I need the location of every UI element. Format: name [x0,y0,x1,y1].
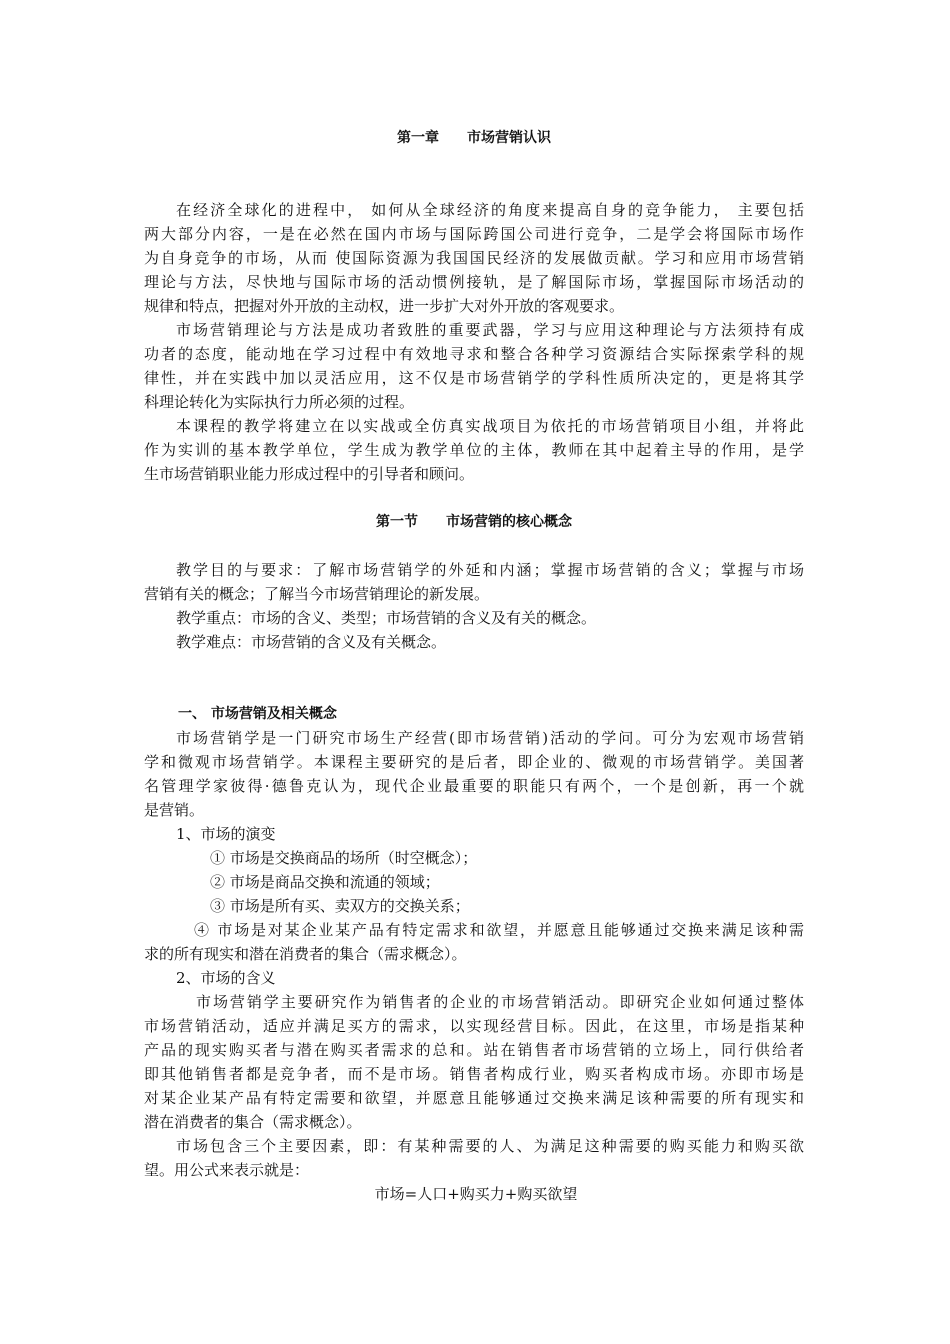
list-item: ② 市场是商品交换和流通的领域； [210,873,440,891]
formula: 市场=人口+购买力+购买欲望 [374,1185,578,1203]
list-heading: 1、市场的演变 [176,825,276,843]
body-line: 即其他销售者都是竞争者，而不是市场。销售者构成行业，购买者构成市场。亦即市场是 [144,1065,804,1083]
body-line: 对某企业某产品有特定需要和欲望，并愿意且能够通过交换来满足该种需要的所有现实和 [144,1089,804,1107]
body-line: 是营销。 [144,801,205,819]
chapter-title: 市场营销认识 [467,130,551,146]
intro-line: 功者的态度，能动地在学习过程中有效地寻求和整合各种学习资源结合实际探索学科的规 [144,345,804,363]
body-line: 产品的现实购买者与潜在购买者需求的总和。站在销售者市场营销的立场上，同行供给者 [144,1041,804,1059]
section-heading [144,510,804,534]
intro-line: 律性，并在实践中加以灵活应用，这不仅是市场营销学的学科性质所决定的，更是将其学 [144,369,804,387]
list-item: ④ 市场是对某企业某产品有特定需求和欲望，并愿意且能够通过交换来满足该种需 [194,921,804,939]
intro-line: 为自身竞争的市场，从而 使国际资源为我国国民经济的发展做贡献。学习和应用市场营销 [144,249,804,267]
body-line: 望。用公式来表示就是： [144,1161,310,1179]
objective-line: 教学目的与要求：了解市场营销学的外延和内涵；掌握市场营销的含义；掌握与市场 [176,561,804,579]
body-line: 潜在消费者的集合（需求概念）。 [144,1113,362,1131]
body-line: 市场营销活动，适应并满足买方的需求，以实现经营目标。因此，在这里，市场是指某种 [144,1017,804,1035]
intro-line: 科理论转化为实际执行力所必须的过程。 [144,393,415,411]
objective-line: 营销有关的概念；了解当今市场营销理论的新发展。 [144,585,490,603]
intro-line: 在经济全球化的进程中， 如何从全球经济的角度来提高自身的竞争能力， 主要包括 [176,201,804,219]
subheading: 一、 市场营销及相关概念 [178,706,337,722]
body-line: 市场营销学主要研究作为销售者的企业的市场营销活动。即研究企业如何通过整体 [196,993,804,1011]
intro-line: 两大部分内容，一是在必然在国内市场与国际跨国公司进行竞争，二是学会将国际市场作 [144,225,804,243]
list-item: ③ 市场是所有买、卖双方的交换关系； [210,897,470,915]
body-line: 名管理学家彼得·德鲁克认为，现代企业最重要的职能只有两个，一个是创新，再一个就 [144,777,804,795]
intro-line: 本课程的教学将建立在以实战或全仿真实战项目为依托的市场营销项目小组，并将此 [176,417,804,435]
list-item: 求的所有现实和潜在消费者的集合（需求概念）。 [144,945,467,963]
body-line: 市场营销学是一门研究市场生产经营(即市场营销)活动的学问。可分为宏观市场营销 [176,729,804,747]
intro-line: 规律和特点，把握对外开放的主动权，进一步扩大对外开放的客观要求。 [144,297,625,315]
section-number: 第一节 [376,514,418,530]
intro-line: 理论与方法，尽快地与国际市场的活动惯例接轨，是了解国际市场，掌握国际市场活动的 [144,273,804,291]
objective-line: 教学难点：市场营销的含义及有关概念。 [176,633,447,651]
body-line: 学和微观市场营销学。本课程主要研究的是后者，即企业的、微观的市场营销学。美国著 [144,753,804,771]
intro-line: 生市场营销职业能力形成过程中的引导者和顾问。 [144,465,475,483]
list-heading: 2、市场的含义 [176,969,276,987]
body-line: 市场包含三个主要因素，即：有某种需要的人、为满足这种需要的购买能力和购买欲 [176,1137,804,1155]
chapter-number: 第一章 [397,130,439,146]
list-item: ① 市场是交换商品的场所（时空概念）； [210,849,478,867]
chapter-heading [144,126,804,150]
intro-line: 市场营销理论与方法是成功者致胜的重要武器，学习与应用这种理论与方法须持有成 [176,321,804,339]
section-title: 市场营销的核心概念 [446,514,572,530]
objective-line: 教学重点：市场的含义、类型；市场营销的含义及有关的概念。 [176,609,597,627]
intro-line: 作为实训的基本教学单位，学生成为教学单位的主体，教师在其中起着主导的作用，是学 [144,441,804,459]
